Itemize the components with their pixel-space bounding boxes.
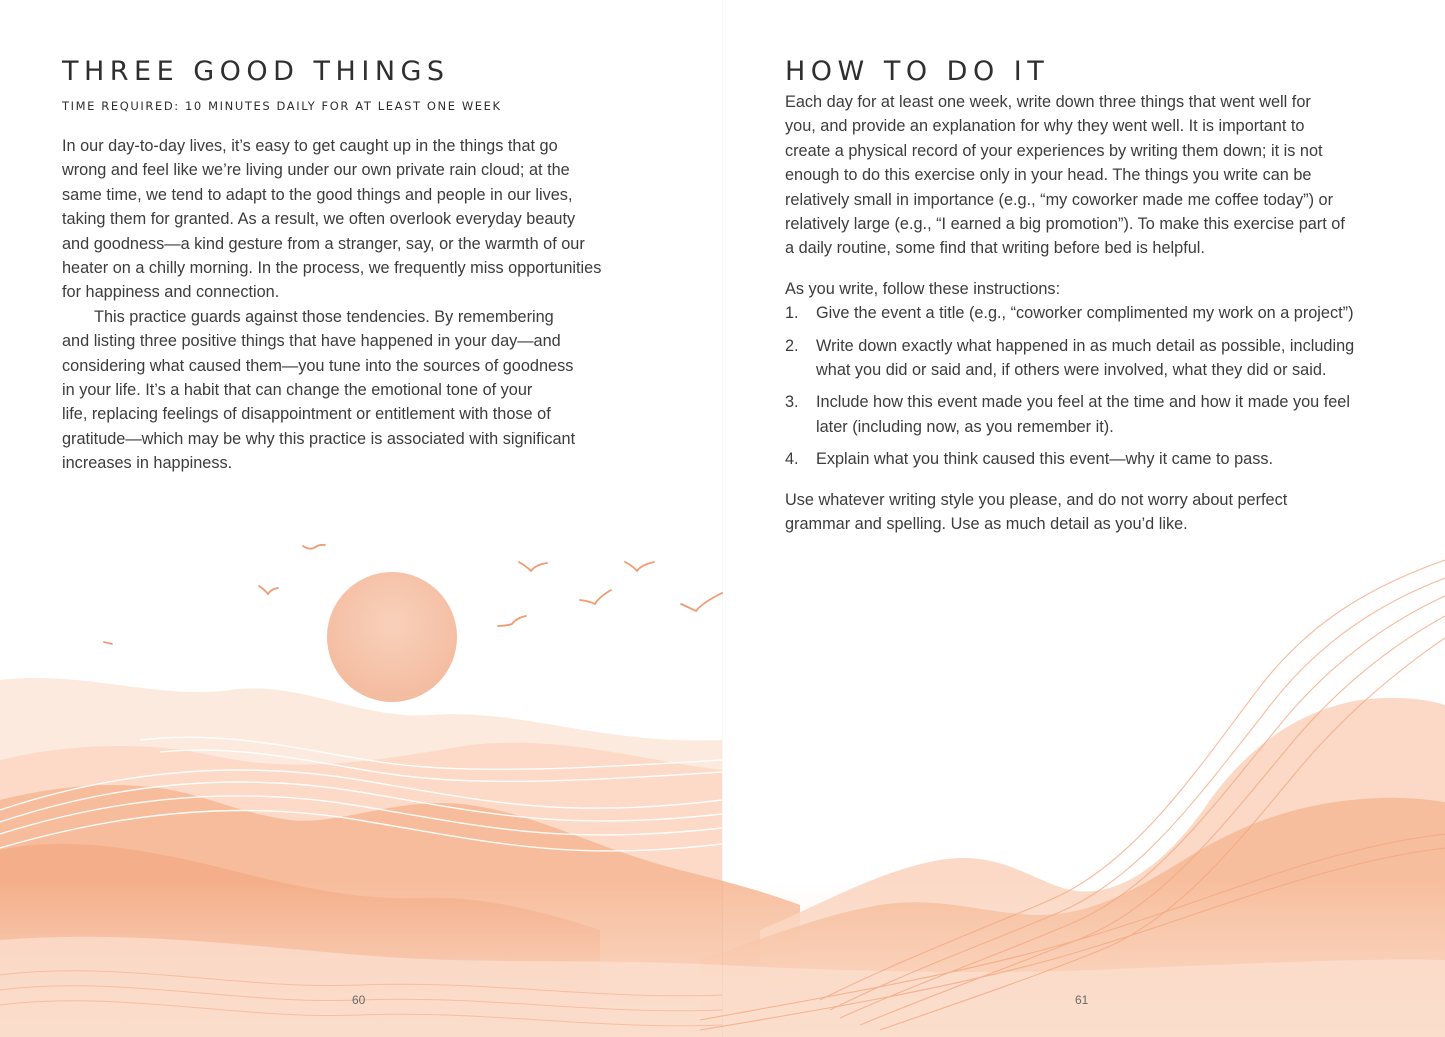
right-body-text bbox=[785, 90, 1385, 537]
instructions-list bbox=[785, 301, 1385, 471]
page-number: 61 bbox=[1075, 993, 1089, 1007]
list-item: 3. Include how this event made you feel at the time and how it made you feel later (including now, as you remember it). bbox=[785, 393, 1350, 436]
left-body-text bbox=[62, 134, 662, 476]
left-page bbox=[0, 0, 722, 1037]
right-page bbox=[723, 0, 1445, 1037]
page-title: THREE GOOD THINGS bbox=[62, 56, 450, 87]
time-required-label: TIME REQUIRED: 10 MINUTES DAILY FOR AT LEAST ONE WEEK bbox=[62, 99, 502, 113]
paragraph: This practice guards against those tendencies. By remembering and listing three positive things that have happened in your day—and considering what caused them—you tune into the sources of goodness in your life. It’s a habit that can change the emotional tone of your life, replacing feelings of disappointment or entitlement with those of gratitude—which may be why this practice is associated with significant increases in happiness. bbox=[62, 307, 576, 473]
list-item: 2. Write down exactly what happened in as much detail as possible, including what you did or said and, if others were involved, what they did or said. bbox=[785, 336, 1355, 380]
list-item: 4. Explain what you think caused this event—why it came to pass. bbox=[785, 450, 1274, 469]
page-number: 60 bbox=[352, 993, 366, 1007]
section-title: HOW TO DO IT bbox=[785, 56, 1050, 87]
instructions-lead: As you write, follow these instructions: bbox=[785, 279, 1061, 298]
intro-paragraph: Each day for at least one week, write down three things that went well for you, and provide an explanation for why they went well. It is important to create a physical record of your experiences by writing them down; it is not enough to do this exercise only in your head. The things you write can be relatively small in importance (e.g., “my coworker made me coffee today”) or relatively large (e.g., “I earned a big promotion”). To make this exercise part of a daily routine, some find that writing before bed is helpful. bbox=[785, 93, 1345, 258]
paragraph: In our day-to-day lives, it’s easy to get caught up in the things that go wrong and feel like we’re living under our own private rain cloud; at the same time, we tend to adapt to the good things and people in our lives, taking them for granted. As a result, we often overlook everyday beauty and goodness—a kind gesture from a stranger, say, or the warmth of our heater on a chilly morning. In the process, we frequently miss opportunities for happiness and connection. bbox=[62, 137, 602, 302]
closing-paragraph: Use whatever writing style you please, and do not worry about perfect grammar and spelling. Use as much detail as you’d like. bbox=[785, 490, 1288, 534]
list-item: 1. Give the event a title (e.g., “coworker complimented my work on a project”) bbox=[785, 304, 1354, 323]
